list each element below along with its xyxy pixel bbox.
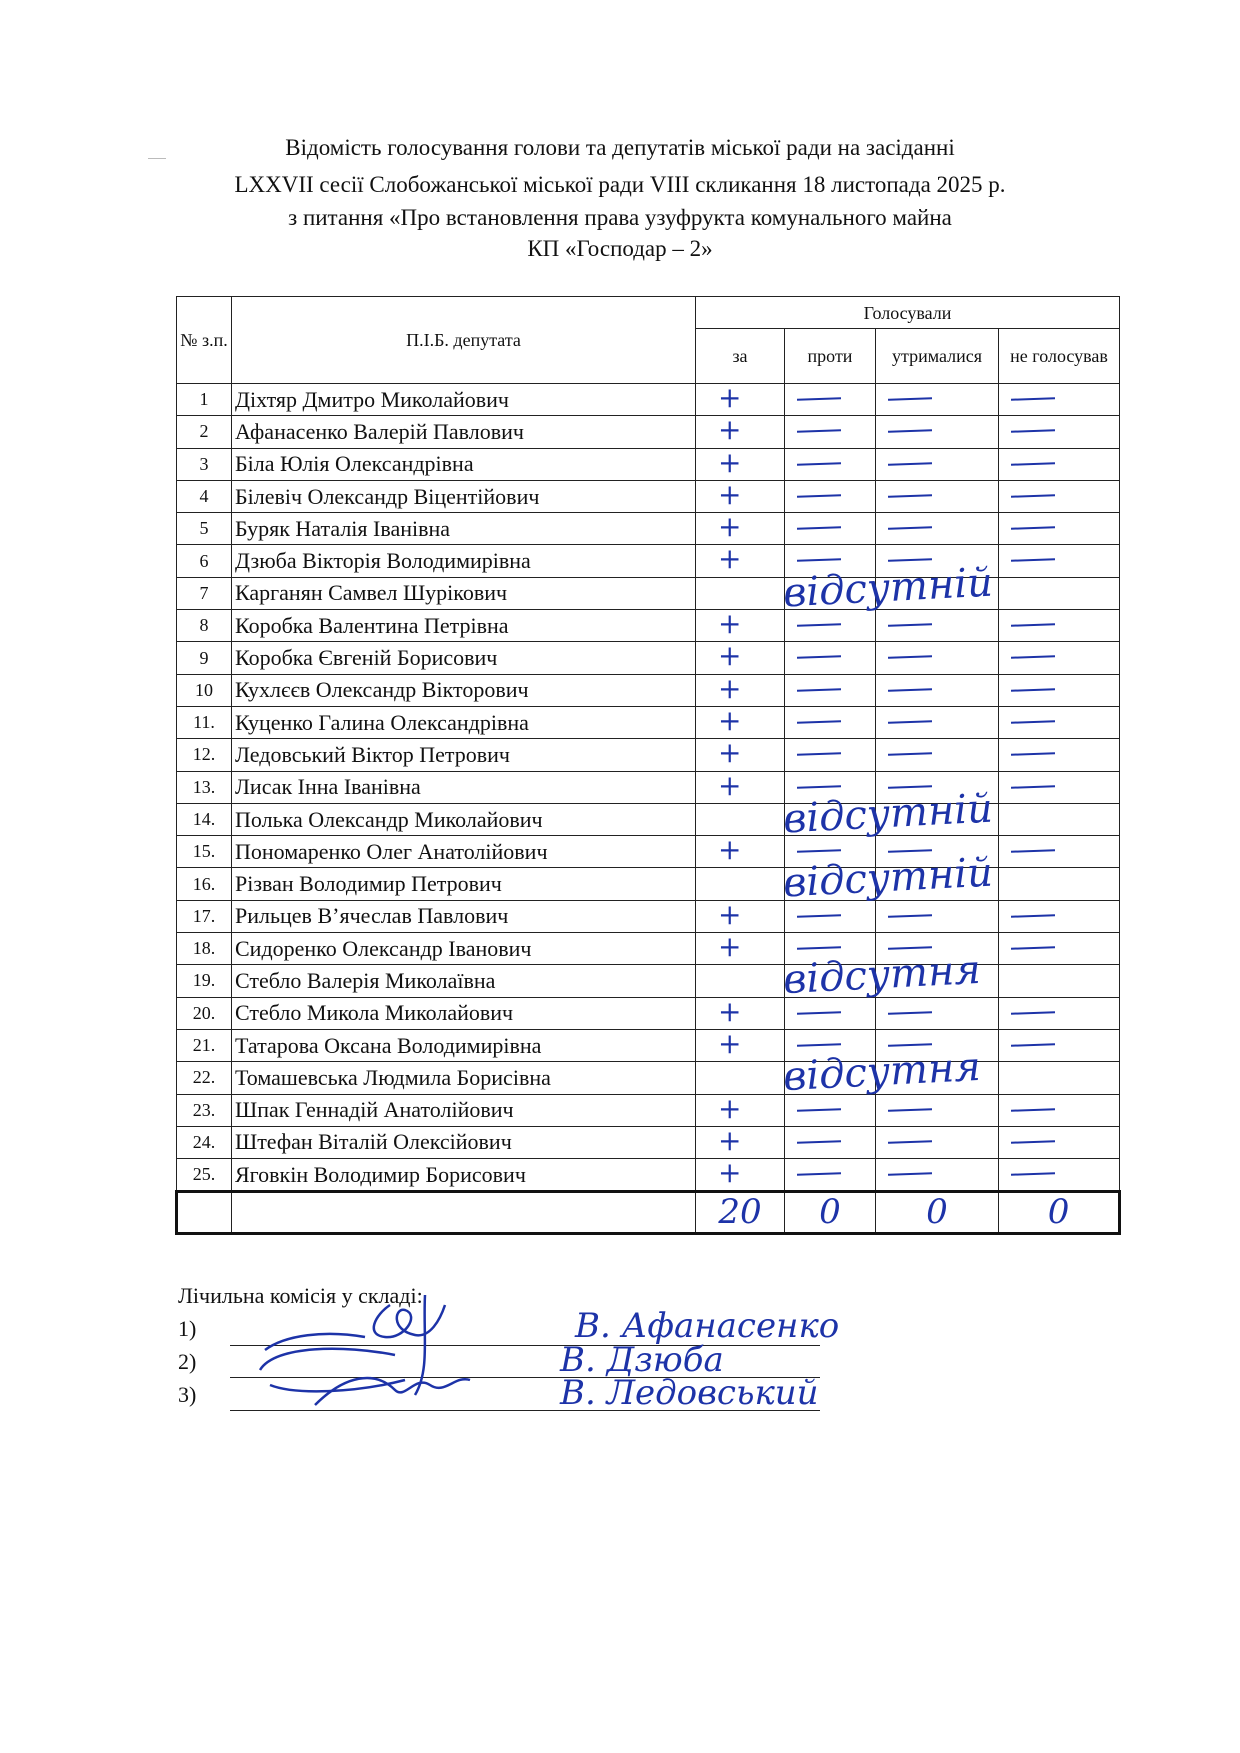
vote-dash-mark bbox=[1011, 1043, 1055, 1047]
vote-dash-mark bbox=[1011, 623, 1055, 627]
table-row bbox=[177, 997, 1120, 1029]
vote-dash-mark bbox=[888, 1140, 932, 1144]
vote-dash-mark bbox=[888, 559, 932, 563]
vote-abstain-cell bbox=[876, 706, 999, 738]
vote-not-voted-cell bbox=[999, 868, 1120, 900]
vote-plus-mark: + bbox=[718, 413, 742, 447]
absent-handwritten-note: відсутній bbox=[781, 559, 994, 617]
vote-against-cell bbox=[781, 947, 982, 1004]
vote-for-cell bbox=[696, 671, 785, 706]
vote-plus-mark: + bbox=[718, 736, 742, 770]
vote-dash-mark bbox=[888, 430, 932, 434]
handwritten-name: В. Ледовський bbox=[560, 1373, 819, 1413]
absent-handwritten-note: відсутня bbox=[781, 947, 982, 1004]
vote-abstain-cell bbox=[876, 448, 999, 480]
table-row bbox=[177, 900, 1120, 932]
vote-plus-mark: + bbox=[718, 1026, 742, 1060]
row-number: 17. bbox=[177, 900, 232, 932]
table-row bbox=[177, 868, 1120, 900]
vote-dash-mark bbox=[1011, 1172, 1055, 1176]
vote-dash-mark bbox=[1011, 397, 1055, 401]
commission-title: Лічильна комісія у складі: bbox=[178, 1283, 423, 1308]
vote-for-cell bbox=[696, 607, 785, 642]
vote-dash-mark bbox=[888, 914, 932, 918]
vote-dash-mark bbox=[888, 494, 932, 498]
vote-dash-mark bbox=[1011, 752, 1055, 756]
table-row bbox=[177, 1062, 1120, 1094]
vote-not-voted-cell bbox=[999, 739, 1120, 771]
vote-dash-mark bbox=[797, 946, 841, 950]
vote-plus-mark: + bbox=[718, 833, 742, 867]
vote-against-cell bbox=[785, 642, 876, 674]
vote-for-cell bbox=[696, 381, 785, 416]
vote-for-cell bbox=[696, 1026, 785, 1061]
vote-dash-mark bbox=[888, 526, 932, 530]
deputy-name: Дзюба Вікторія Володимирівна bbox=[232, 545, 696, 577]
header-for: за bbox=[696, 329, 785, 384]
deputy-name: Лисак Інна Іванівна bbox=[232, 771, 696, 803]
row-number: 25. bbox=[177, 1159, 232, 1192]
vote-dash-mark bbox=[888, 462, 932, 466]
vote-dash-mark bbox=[797, 526, 841, 530]
vote-for-cell bbox=[696, 477, 785, 512]
vote-abstain-cell bbox=[876, 674, 999, 706]
totals-row bbox=[177, 1192, 1120, 1234]
vote-dash-mark bbox=[888, 785, 932, 789]
vote-dash-mark bbox=[1011, 720, 1055, 724]
vote-against-cell bbox=[785, 900, 876, 932]
vote-dash-mark bbox=[1011, 946, 1055, 950]
vote-against-cell bbox=[781, 1044, 982, 1101]
vote-dash-mark bbox=[797, 397, 841, 401]
vote-for-cell bbox=[696, 639, 785, 674]
vote-plus-mark: + bbox=[718, 510, 742, 544]
vote-against-cell bbox=[785, 384, 876, 416]
vote-against-cell bbox=[785, 610, 876, 642]
row-number: 20. bbox=[177, 997, 232, 1029]
vote-abstain-cell bbox=[876, 868, 999, 900]
absent-handwritten-note: відсутня bbox=[781, 1044, 982, 1101]
vote-dash-mark bbox=[797, 1043, 841, 1047]
vote-dash-mark bbox=[888, 1172, 932, 1176]
vote-dash-mark bbox=[888, 1108, 932, 1112]
vote-against-cell bbox=[785, 739, 876, 771]
vote-against-cell bbox=[781, 785, 994, 843]
document-title-line-4: КП «Господар – 2» bbox=[527, 236, 713, 261]
table-row bbox=[177, 1094, 1120, 1126]
vote-for-cell bbox=[696, 833, 785, 868]
total-abstain-value: 0 bbox=[926, 1192, 948, 1233]
vote-abstain-cell bbox=[876, 1159, 999, 1192]
vote-not-voted-cell bbox=[999, 965, 1120, 997]
table-row bbox=[177, 965, 1120, 997]
row-number: 24. bbox=[177, 1126, 232, 1158]
vote-against-cell bbox=[785, 1094, 876, 1126]
total-notvoted-value: 0 bbox=[1047, 1192, 1070, 1233]
vote-not-voted-cell bbox=[999, 480, 1120, 512]
table-row bbox=[177, 448, 1120, 480]
vote-dash-mark bbox=[797, 559, 841, 563]
vote-for-cell bbox=[696, 510, 785, 545]
vote-not-voted-cell bbox=[999, 674, 1120, 706]
vote-dash-mark bbox=[797, 656, 841, 660]
header-name: П.І.Б. депутата bbox=[232, 297, 696, 384]
vote-dash-mark bbox=[1011, 462, 1055, 466]
vote-for-cell bbox=[696, 736, 785, 771]
total-against-cell bbox=[785, 1192, 876, 1234]
vote-against-cell bbox=[785, 416, 876, 448]
vote-not-voted-cell bbox=[999, 1029, 1120, 1061]
total-for-cell bbox=[696, 1192, 785, 1234]
vote-not-voted-cell bbox=[999, 448, 1120, 480]
vote-abstain-cell bbox=[876, 965, 999, 997]
table-row bbox=[177, 706, 1120, 738]
vote-not-voted-cell bbox=[999, 836, 1120, 868]
vote-dash-mark bbox=[888, 688, 932, 692]
header-not-voted: не голосував bbox=[999, 329, 1120, 384]
deputy-name: Полька Олександр Миколайович bbox=[232, 803, 696, 835]
vote-against-cell bbox=[781, 849, 994, 907]
deputy-name: Буряк Наталія Іванівна bbox=[232, 513, 696, 545]
row-number: 19. bbox=[177, 965, 232, 997]
vote-against-cell bbox=[785, 706, 876, 738]
vote-abstain-cell bbox=[876, 803, 999, 835]
vote-dash-mark bbox=[797, 785, 841, 789]
row-number: 11. bbox=[177, 706, 232, 738]
vote-dash-mark bbox=[888, 397, 932, 401]
vote-plus-mark: + bbox=[718, 897, 742, 931]
vote-for-cell bbox=[696, 1062, 785, 1094]
vote-abstain-cell bbox=[876, 480, 999, 512]
table-row bbox=[177, 803, 1120, 835]
vote-for-cell bbox=[696, 868, 785, 900]
row-number: 2 bbox=[177, 416, 232, 448]
vote-dash-mark bbox=[797, 688, 841, 692]
deputy-name: Коробка Євгеній Борисович bbox=[232, 642, 696, 674]
document-title-line-1: Відомість голосування голови та депутатів міської ради на засіданні bbox=[285, 135, 955, 160]
vote-dash-mark bbox=[1011, 914, 1055, 918]
vote-plus-mark: + bbox=[718, 477, 742, 511]
row-number: 3 bbox=[177, 448, 232, 480]
handwritten-name: В. Афанасенко bbox=[575, 1306, 840, 1346]
vote-not-voted-cell bbox=[999, 642, 1120, 674]
deputy-name: Афанасенко Валерій Павлович bbox=[232, 416, 696, 448]
deputy-name: Діхтяр Дмитро Миколайович bbox=[232, 384, 696, 416]
vote-not-voted-cell bbox=[999, 1094, 1120, 1126]
deputy-name: Карганян Самвел Шурікович bbox=[232, 577, 696, 609]
header-abstained: утрималися bbox=[876, 329, 999, 384]
vote-for-cell bbox=[696, 542, 785, 577]
document-title-line-2: LXXVII сесії Слобожанської міської ради VIII скликання 18 листопада 2025 р. bbox=[234, 172, 1006, 197]
vote-dash-mark bbox=[888, 656, 932, 660]
deputy-name: Штефан Віталій Олексійович bbox=[232, 1126, 696, 1158]
vote-against-cell bbox=[785, 480, 876, 512]
row-number: 16. bbox=[177, 868, 232, 900]
vote-dash-mark bbox=[1011, 430, 1055, 434]
vote-dash-mark bbox=[1011, 656, 1055, 660]
vote-abstain-cell bbox=[876, 1094, 999, 1126]
row-number: 12. bbox=[177, 739, 232, 771]
vote-for-cell bbox=[696, 413, 785, 448]
vote-plus-mark: + bbox=[718, 1123, 742, 1157]
deputy-name: Кухлєєв Олександр Вікторович bbox=[232, 674, 696, 706]
deputy-name: Рильцев В’ячеслав Павлович bbox=[232, 900, 696, 932]
vote-for-cell bbox=[696, 1123, 785, 1158]
vote-abstain-cell bbox=[876, 1126, 999, 1158]
vote-dash-mark bbox=[1011, 1140, 1055, 1144]
vote-not-voted-cell bbox=[999, 1126, 1120, 1158]
vote-for-cell bbox=[696, 897, 785, 932]
vote-dash-mark bbox=[1011, 526, 1055, 530]
deputy-name: Пономаренко Олег Анатолійович bbox=[232, 836, 696, 868]
row-number: 14. bbox=[177, 803, 232, 835]
vote-not-voted-cell bbox=[999, 933, 1120, 965]
vote-not-voted-cell bbox=[999, 900, 1120, 932]
vote-abstain-cell bbox=[876, 416, 999, 448]
vote-not-voted-cell bbox=[999, 1062, 1120, 1094]
table-row bbox=[177, 642, 1120, 674]
deputy-name: Коробка Валентина Петрівна bbox=[232, 610, 696, 642]
vote-not-voted-cell bbox=[999, 545, 1120, 577]
vote-dash-mark bbox=[797, 462, 841, 466]
vote-not-voted-cell bbox=[999, 384, 1120, 416]
vote-abstain-cell bbox=[876, 739, 999, 771]
vote-not-voted-cell bbox=[999, 706, 1120, 738]
vote-for-cell bbox=[696, 1156, 785, 1192]
vote-against-cell bbox=[785, 513, 876, 545]
vote-abstain-cell bbox=[876, 384, 999, 416]
vote-not-voted-cell bbox=[999, 1159, 1120, 1192]
absent-handwritten-note: відсутній bbox=[781, 849, 994, 907]
row-number: 15. bbox=[177, 836, 232, 868]
header-voted: Голосували bbox=[696, 297, 1120, 329]
vote-against-cell bbox=[781, 559, 994, 617]
vote-against-cell bbox=[785, 1159, 876, 1192]
vote-for-cell bbox=[696, 930, 785, 965]
table-row bbox=[177, 577, 1120, 609]
deputy-name: Томашевська Людмила Борисівна bbox=[232, 1062, 696, 1094]
vote-against-cell bbox=[785, 674, 876, 706]
deputy-name: Стебло Микола Миколайович bbox=[232, 997, 696, 1029]
handwritten-signatures bbox=[255, 1275, 525, 1430]
vote-dash-mark bbox=[797, 720, 841, 724]
deputy-name: Шпак Геннадій Анатолійович bbox=[232, 1094, 696, 1126]
vote-dash-mark bbox=[797, 1108, 841, 1112]
vote-not-voted-cell bbox=[999, 513, 1120, 545]
vote-dash-mark bbox=[1011, 785, 1055, 789]
table-row bbox=[177, 513, 1120, 545]
absent-handwritten-note: відсутній bbox=[781, 785, 994, 843]
vote-against-cell bbox=[785, 1126, 876, 1158]
vote-dash-mark bbox=[1011, 1011, 1055, 1015]
row-number: 22. bbox=[177, 1062, 232, 1094]
header-against: проти bbox=[785, 329, 876, 384]
vote-plus-mark: + bbox=[718, 607, 742, 641]
vote-for-cell bbox=[696, 703, 785, 738]
vote-dash-mark bbox=[797, 1140, 841, 1144]
vote-against-cell bbox=[785, 448, 876, 480]
vote-not-voted-cell bbox=[999, 997, 1120, 1029]
commission-member-number: 3) bbox=[178, 1382, 197, 1407]
row-number: 4 bbox=[177, 480, 232, 512]
vote-dash-mark bbox=[797, 1172, 841, 1176]
vote-plus-mark: + bbox=[718, 768, 742, 802]
vote-plus-mark: + bbox=[718, 639, 742, 673]
deputy-name: Куценко Галина Олександрівна bbox=[232, 706, 696, 738]
vote-for-cell bbox=[696, 445, 785, 480]
vote-dash-mark bbox=[888, 1011, 932, 1015]
vote-plus-mark: + bbox=[718, 930, 742, 964]
vote-for-cell bbox=[696, 577, 785, 609]
vote-abstain-cell bbox=[876, 997, 999, 1029]
vote-abstain-cell bbox=[876, 577, 999, 609]
deputy-name: Татарова Оксана Володимирівна bbox=[232, 1029, 696, 1061]
table-row bbox=[177, 610, 1120, 642]
vote-dash-mark bbox=[797, 914, 841, 918]
total-against-value: 0 bbox=[819, 1192, 841, 1233]
deputy-name: Стебло Валерія Миколаївна bbox=[232, 965, 696, 997]
vote-dash-mark bbox=[1011, 688, 1055, 692]
vote-for-cell bbox=[696, 965, 785, 997]
total-abstain-cell bbox=[876, 1192, 999, 1234]
vote-dash-mark bbox=[797, 494, 841, 498]
table-row bbox=[177, 1126, 1120, 1158]
vote-for-cell bbox=[696, 1091, 785, 1126]
total-notvoted-cell bbox=[999, 1192, 1120, 1234]
vote-dash-mark bbox=[797, 849, 841, 853]
vote-abstain-cell bbox=[876, 1062, 999, 1094]
vote-not-voted-cell bbox=[999, 577, 1120, 609]
deputy-name: Білевіч Олександр Віцентійович bbox=[232, 480, 696, 512]
vote-dash-mark bbox=[797, 623, 841, 627]
vote-dash-mark bbox=[1011, 559, 1055, 563]
commission-member-number: 2) bbox=[178, 1349, 197, 1374]
deputy-name: Ледовський Віктор Петрович bbox=[232, 739, 696, 771]
table-row bbox=[177, 480, 1120, 512]
header-number: № з.п. bbox=[177, 297, 232, 384]
vote-plus-mark: + bbox=[718, 445, 742, 479]
row-number: 9 bbox=[177, 642, 232, 674]
row-number: 13. bbox=[177, 771, 232, 803]
table-row bbox=[177, 416, 1120, 448]
row-number: 8 bbox=[177, 610, 232, 642]
vote-not-voted-cell bbox=[999, 771, 1120, 803]
table-row bbox=[177, 739, 1120, 771]
voting-table bbox=[175, 296, 1121, 1235]
totals-empty-cell bbox=[177, 1192, 232, 1234]
vote-plus-mark: + bbox=[718, 671, 742, 705]
row-number: 5 bbox=[177, 513, 232, 545]
deputy-name: Біла Юлія Олександрівна bbox=[232, 448, 696, 480]
vote-plus-mark: + bbox=[718, 1156, 742, 1190]
vote-dash-mark bbox=[1011, 1108, 1055, 1112]
table-row bbox=[177, 674, 1120, 706]
vote-plus-mark: + bbox=[718, 703, 742, 737]
vote-for-cell bbox=[696, 994, 785, 1029]
total-for-value: 20 bbox=[718, 1192, 762, 1233]
vote-dash-mark bbox=[1011, 494, 1055, 498]
row-number: 23. bbox=[177, 1094, 232, 1126]
vote-for-cell bbox=[696, 768, 785, 803]
totals-empty-cell bbox=[232, 1192, 696, 1234]
vote-plus-mark: + bbox=[718, 994, 742, 1028]
vote-abstain-cell bbox=[876, 513, 999, 545]
vote-abstain-cell bbox=[876, 610, 999, 642]
table-row bbox=[177, 384, 1120, 416]
vote-not-voted-cell bbox=[999, 610, 1120, 642]
vote-for-cell bbox=[696, 803, 785, 835]
vote-not-voted-cell bbox=[999, 416, 1120, 448]
voting-table-body bbox=[177, 381, 1120, 1234]
vote-not-voted-cell bbox=[999, 803, 1120, 835]
vote-abstain-cell bbox=[876, 642, 999, 674]
row-number: 7 bbox=[177, 577, 232, 609]
deputy-name: Яговкін Володимир Борисович bbox=[232, 1159, 696, 1192]
vote-dash-mark bbox=[888, 623, 932, 627]
vote-plus-mark: + bbox=[718, 1091, 742, 1125]
row-number: 6 bbox=[177, 545, 232, 577]
handwritten-name: В. Дзюба bbox=[560, 1340, 724, 1380]
row-number: 1 bbox=[177, 384, 232, 416]
row-number: 18. bbox=[177, 933, 232, 965]
vote-dash-mark bbox=[797, 430, 841, 434]
vote-plus-mark: + bbox=[718, 542, 742, 576]
document-title-line-3: з питання «Про встановлення права узуфрукта комунального майна bbox=[288, 205, 952, 230]
table-row bbox=[177, 1159, 1120, 1192]
row-number: 10 bbox=[177, 674, 232, 706]
vote-plus-mark: + bbox=[718, 381, 742, 414]
vote-against-cell bbox=[785, 997, 876, 1029]
vote-dash-mark bbox=[888, 720, 932, 724]
vote-dash-mark bbox=[1011, 849, 1055, 853]
commission-member-number: 1) bbox=[178, 1316, 197, 1341]
vote-dash-mark bbox=[797, 1011, 841, 1015]
vote-dash-mark bbox=[888, 752, 932, 756]
deputy-name: Сидоренко Олександр Іванович bbox=[232, 933, 696, 965]
deputy-name: Різван Володимир Петрович bbox=[232, 868, 696, 900]
vote-dash-mark bbox=[797, 752, 841, 756]
vote-abstain-cell bbox=[876, 900, 999, 932]
row-number: 21. bbox=[177, 1029, 232, 1061]
